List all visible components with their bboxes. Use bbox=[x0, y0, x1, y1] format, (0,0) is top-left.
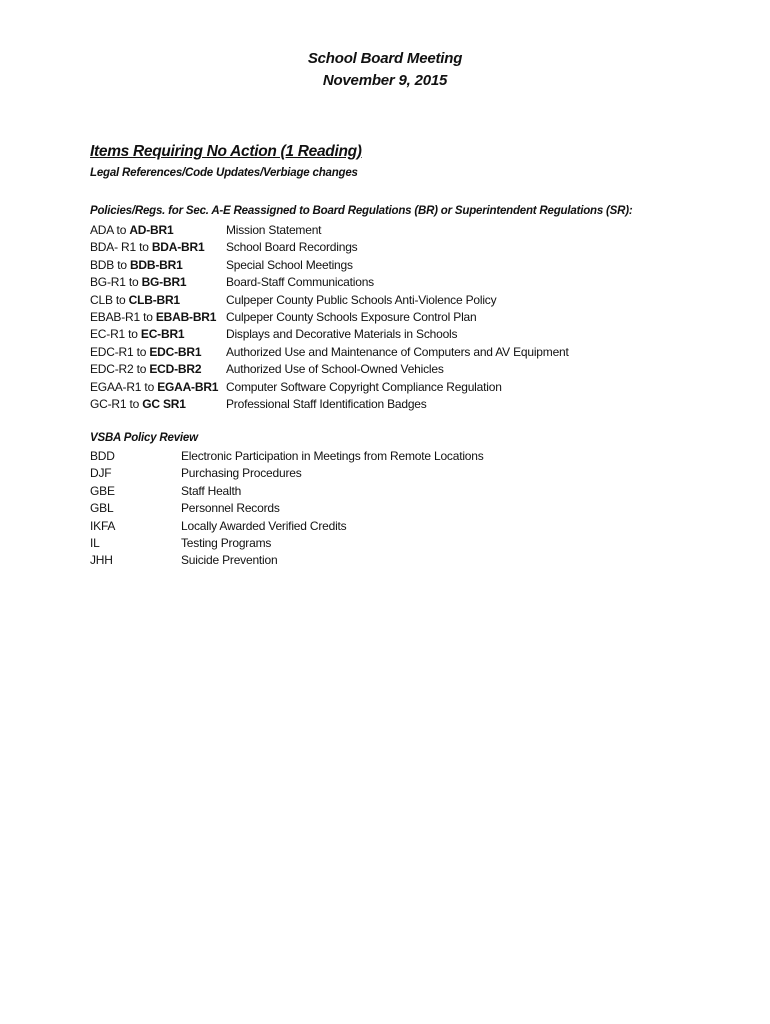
policy-code bbox=[90, 274, 226, 291]
vsba-row bbox=[90, 465, 484, 482]
old-code: EDC-R2 bbox=[90, 362, 134, 377]
policy-row bbox=[90, 396, 569, 413]
reassign-separator: to bbox=[114, 257, 130, 272]
reassign-separator: to bbox=[125, 275, 142, 290]
vsba-code: GBE bbox=[90, 483, 115, 498]
policy-row bbox=[90, 361, 569, 378]
old-code: EDC-R1 bbox=[90, 344, 134, 359]
vsba-title: Personnel Records bbox=[181, 501, 280, 516]
policy-code bbox=[90, 239, 226, 256]
policy-code bbox=[90, 344, 226, 361]
vsba-code: DJF bbox=[90, 466, 112, 481]
policy-title: Culpeper County Public Schools Anti-Violence Policy bbox=[226, 292, 497, 307]
policy-list bbox=[90, 222, 569, 413]
policy-title: Authorized Use of School-Owned Vehicles bbox=[226, 362, 444, 377]
new-code: BG-BR1 bbox=[141, 275, 187, 290]
reassign-separator: to bbox=[133, 362, 150, 377]
policy-title: Professional Staff Identification Badges bbox=[226, 396, 427, 411]
policy-row bbox=[90, 274, 569, 291]
policy-title: Mission Statement bbox=[226, 223, 322, 237]
vsba-title: Staff Health bbox=[181, 483, 242, 498]
policies-heading: Policies/Regs. for Sec. A-E Reassigned to Board Regulations (BR) or Superintendent Regulations (SR): bbox=[90, 205, 633, 217]
policy-row bbox=[90, 309, 569, 326]
reassign-separator: to bbox=[126, 396, 143, 411]
vsba-title: Electronic Participation in Meetings from Remote Locations bbox=[181, 449, 484, 463]
reassign-separator: to bbox=[141, 379, 158, 394]
policy-title: Authorized Use and Maintenance of Computers and AV Equipment bbox=[226, 344, 569, 359]
vsba-title: Purchasing Procedures bbox=[181, 466, 302, 481]
policy-row bbox=[90, 292, 569, 309]
vsba-row bbox=[90, 552, 484, 569]
policy-code bbox=[90, 292, 226, 309]
vsba-code: JHH bbox=[90, 553, 113, 568]
vsba-code: IKFA bbox=[90, 518, 116, 533]
policy-title: Board-Staff Communications bbox=[226, 275, 374, 290]
section-heading: Items Requiring No Action (1 Reading) bbox=[90, 143, 362, 160]
new-code: EBAB-BR1 bbox=[155, 309, 217, 324]
policy-title: Special School Meetings bbox=[226, 257, 353, 272]
old-code: BDA- R1 bbox=[90, 240, 136, 255]
vsba-list bbox=[90, 448, 484, 570]
vsba-title: Suicide Prevention bbox=[181, 553, 278, 568]
vsba-heading: VSBA Policy Review bbox=[90, 432, 198, 444]
old-code: EBAB-R1 bbox=[90, 309, 140, 324]
new-code: EC-BR1 bbox=[140, 327, 185, 342]
new-code: EDC-BR1 bbox=[149, 344, 202, 359]
policy-title: School Board Recordings bbox=[226, 240, 358, 255]
old-code: BG-R1 bbox=[90, 275, 126, 290]
policy-row bbox=[90, 344, 569, 361]
vsba-code: GBL bbox=[90, 501, 114, 516]
vsba-title: Locally Awarded Verified Credits bbox=[181, 518, 347, 533]
new-code: BDB-BR1 bbox=[129, 257, 183, 272]
old-code: EC-R1 bbox=[90, 327, 126, 342]
new-code: BDA-BR1 bbox=[151, 240, 205, 255]
old-code: EGAA-R1 bbox=[90, 379, 142, 394]
policy-title: Displays and Decorative Materials in Schools bbox=[226, 327, 458, 342]
new-code: CLB-BR1 bbox=[128, 292, 180, 307]
vsba-row bbox=[90, 448, 484, 465]
policy-row bbox=[90, 222, 569, 239]
policy-row bbox=[90, 257, 569, 274]
reassign-separator: to bbox=[113, 223, 130, 237]
title-block bbox=[0, 48, 770, 92]
vsba-title: Testing Programs bbox=[181, 535, 272, 550]
vsba-code: IL bbox=[90, 535, 100, 550]
vsba-row bbox=[90, 500, 484, 517]
vsba-row bbox=[90, 518, 484, 535]
policy-row bbox=[90, 326, 569, 343]
policy-row bbox=[90, 239, 569, 256]
new-code: EGAA-BR1 bbox=[157, 379, 219, 394]
reassign-separator: to bbox=[112, 292, 129, 307]
vsba-code: BDD bbox=[90, 449, 115, 463]
policy-title: Computer Software Copyright Compliance Regulation bbox=[226, 379, 502, 394]
new-code: GC SR1 bbox=[142, 396, 186, 411]
old-code: BDB bbox=[90, 257, 115, 272]
old-code: GC-R1 bbox=[90, 396, 127, 411]
policy-code bbox=[90, 257, 226, 274]
vsba-row bbox=[90, 535, 484, 552]
reassign-separator: to bbox=[133, 344, 150, 359]
new-code: AD-BR1 bbox=[129, 223, 174, 237]
page-title: School Board Meeting bbox=[307, 50, 463, 67]
vsba-row bbox=[90, 483, 484, 500]
new-code: ECD-BR2 bbox=[149, 362, 202, 377]
policy-code bbox=[90, 396, 226, 413]
reassign-separator: to bbox=[125, 327, 141, 342]
policy-code bbox=[90, 379, 226, 396]
legal-references-subheading: Legal References/Code Updates/Verbiage changes bbox=[90, 167, 358, 179]
reassign-separator: to bbox=[139, 309, 156, 324]
policy-title: Culpeper County Schools Exposure Control Plan bbox=[226, 309, 477, 324]
policy-row bbox=[90, 379, 569, 396]
reassign-separator: to bbox=[135, 240, 152, 255]
policy-code bbox=[90, 326, 226, 343]
policy-code bbox=[90, 222, 226, 239]
meeting-date: November 9, 2015 bbox=[322, 72, 448, 89]
old-code: CLB bbox=[90, 292, 113, 307]
old-code: ADA bbox=[90, 223, 114, 237]
policy-code bbox=[90, 309, 226, 326]
policy-code bbox=[90, 361, 226, 378]
